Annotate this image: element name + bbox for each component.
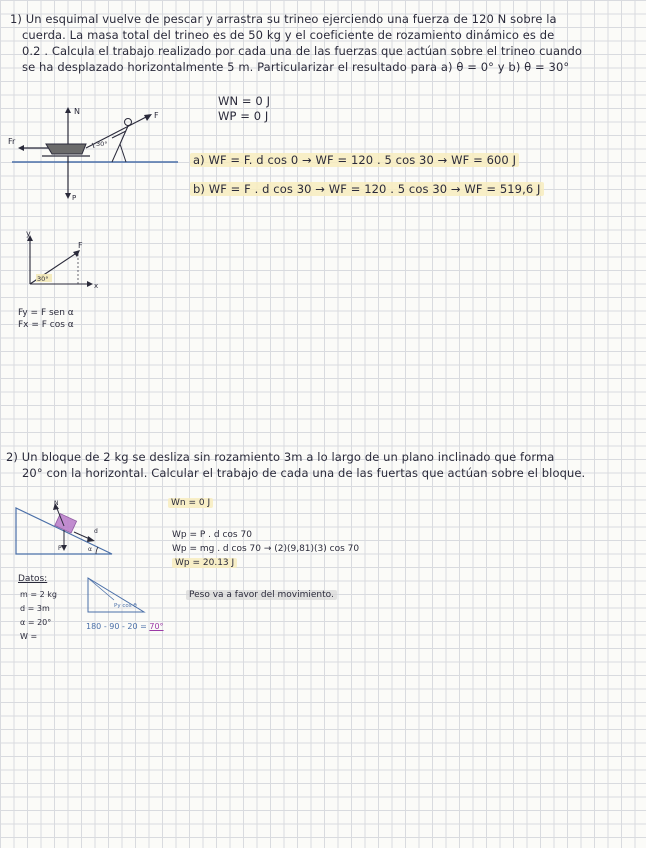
angle-calc-result: 70° <box>149 622 164 631</box>
weight-note: Peso va a favor del movimiento. <box>186 590 337 600</box>
axis-y-label: y <box>26 229 31 238</box>
problem1-line-1: 1) Un esquimal vuelve de pescar y arrastra su trineo ejerciendo una fuerza de 120 N sobre la <box>10 12 557 26</box>
problem2-line-2: 20° con la horizontal. Calcular el trabajo de cada una de las fuertas que actúan sobre el bloque. <box>22 466 586 480</box>
incline-diagram <box>12 500 118 560</box>
datos-mass: m = 2 kg <box>20 590 57 599</box>
incline-label-n: N <box>54 500 59 507</box>
axis-f-label: F <box>78 241 83 250</box>
work-weight-result: Wp = 20.13 J <box>172 558 237 568</box>
work-normal-2: Wn = 0 J <box>168 498 213 508</box>
problem1-line-2: cuerda. La masa total del trineo es de 50 kg y el coeficiente de rozamiento dinámico es de <box>22 28 555 42</box>
fx-formula: Fx = F cos α <box>18 320 74 330</box>
angle-calc <box>86 622 164 631</box>
fy-formula: Fy = F sen α <box>18 308 74 318</box>
datos-title: Datos: <box>18 574 48 584</box>
part-a-answer: a) WF = F. d cos 0 → WF = 120 . 5 cos 30 → WF = 600 J <box>190 153 519 167</box>
triangle-label: Py cos θ <box>114 603 137 609</box>
work-normal-1: WN = 0 J <box>218 94 271 108</box>
angle-calc-prefix: 180 - 90 - 20 = <box>86 622 150 631</box>
label-f: F <box>154 111 159 120</box>
incline-label-alpha: α <box>88 546 92 553</box>
sled-diagram <box>8 104 178 204</box>
axis-x-label: x <box>94 282 99 290</box>
work-weight-1: WP = 0 J <box>218 109 269 123</box>
problem1-line-3: 0.2 . Calcula el trabajo realizado por cada una de las fuerzas que actúan sobre el trineo cuando <box>22 44 583 58</box>
axes-sketch <box>18 229 108 292</box>
part-b-answer: b) WF = F . d cos 30 → WF = 120 . 5 cos 30 → WF = 519,6 J <box>190 182 544 196</box>
label-p: P <box>72 194 77 202</box>
problem1-line-4: se ha desplazado horizontalmente 5 m. Particularizar el resultado para a) θ = 0° y b) θ = 30° <box>22 60 570 74</box>
label-fr: Fr <box>8 137 16 146</box>
work-weight-formula: Wp = P . d cos 70 <box>172 530 252 540</box>
axis-angle-label: 30° <box>37 275 49 283</box>
datos-angle: α = 20° <box>20 618 52 627</box>
angle-triangle <box>84 574 150 616</box>
label-n: N <box>74 107 80 116</box>
incline-label-d: d <box>94 528 98 535</box>
datos-distance: d = 3m <box>20 604 50 613</box>
problem2-line-1: 2) Un bloque de 2 kg se desliza sin rozamiento 3m a lo largo de un plano inclinado que forma <box>6 450 555 464</box>
work-weight-expanded: Wp = mg . d cos 70 → (2)(9,81)(3) cos 70 <box>172 544 360 554</box>
datos-work: W = <box>20 632 38 641</box>
label-angle: 30° <box>96 140 108 148</box>
incline-label-p: P <box>58 545 62 552</box>
